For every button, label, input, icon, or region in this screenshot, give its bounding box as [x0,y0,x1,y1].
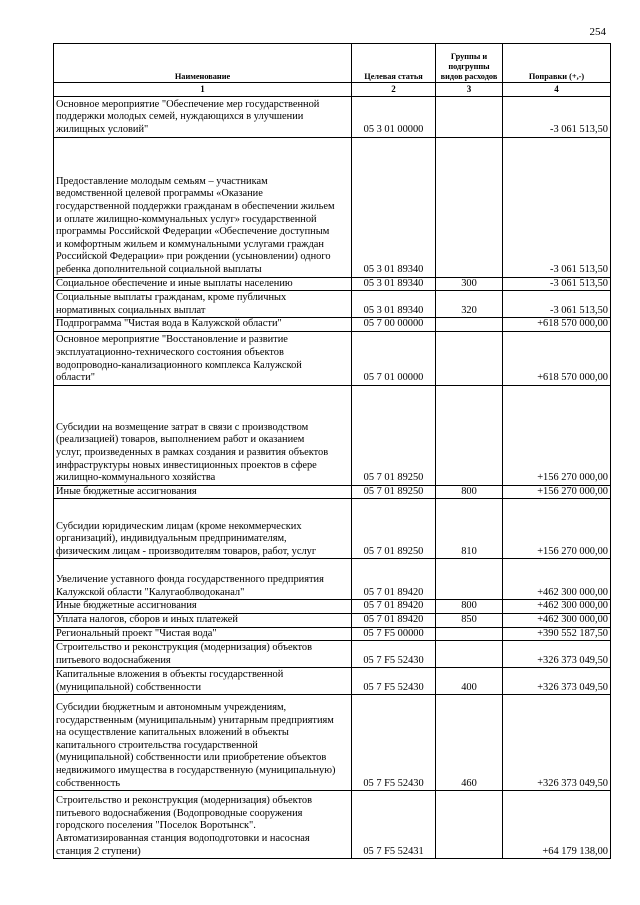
row-amount: +462 300 000,00 [503,613,611,627]
row-name: Увеличение уставного фонда государственного предприятия Калужской области "Калугаоблводоканал" [54,559,352,600]
row-group [436,559,503,600]
table-row [54,291,611,318]
row-group: 300 [436,277,503,291]
column-number-row [54,83,611,97]
row-amount: +156 270 000,00 [503,485,611,499]
row-amount: -3 061 513,50 [503,277,611,291]
table-row [54,695,611,791]
row-code: 05 3 01 89340 [352,291,436,318]
row-code: 05 7 01 89420 [352,600,436,614]
col-num-4: 4 [503,83,611,97]
row-name: Строительство и реконструкция (модернизация) объектов питьевого водоснабжения (Водопроводные сооружения городского поселения "Поселок Воротынск". Автоматизированная станция водоподготовки и насосная станция 2 ступени) [54,791,352,859]
row-code: 05 7 01 00000 [352,331,436,385]
row-code: 05 7 F5 52430 [352,695,436,791]
row-code: 05 3 01 89340 [352,137,436,277]
row-group: 800 [436,485,503,499]
header-amend: Поправки (+,-) [503,44,611,83]
row-code: 05 7 F5 00000 [352,627,436,641]
row-code: 05 3 01 00000 [352,96,436,137]
row-group [436,137,503,277]
row-code: 05 7 F5 52431 [352,791,436,859]
table-row [54,600,611,614]
table-row [54,641,611,668]
header-target: Целевая статья [352,44,436,83]
table-row [54,668,611,695]
row-name: Иные бюджетные ассигнования [54,485,352,499]
row-name: Строительство и реконструкция (модернизация) объектов питьевого водоснабжения [54,641,352,668]
row-name: Субсидии бюджетным и автономным учреждениям, государственным (муниципальным) унитарным предприятиям на осуществление капитальных вложений в объекты капитального строительства государственной (муниципальной) собственности или приобретение объектов недвижимого имущества в государственную (муниципальную) собственность [54,695,352,791]
table-row [54,277,611,291]
row-name: Иные бюджетные ассигнования [54,600,352,614]
table-row [54,485,611,499]
row-code: 05 7 01 89420 [352,559,436,600]
row-amount: +326 373 049,50 [503,641,611,668]
row-amount: +462 300 000,00 [503,600,611,614]
col-num-3: 3 [436,83,503,97]
row-amount: -3 061 513,50 [503,96,611,137]
row-group [436,331,503,385]
row-amount: -3 061 513,50 [503,137,611,277]
col-num-2: 2 [352,83,436,97]
row-amount: +462 300 000,00 [503,559,611,600]
row-amount: -3 061 513,50 [503,291,611,318]
row-code: 05 7 00 00000 [352,318,436,332]
row-name: Социальное обеспечение и иные выплаты населению [54,277,352,291]
row-amount: +326 373 049,50 [503,695,611,791]
row-code: 05 7 01 89420 [352,613,436,627]
row-group: 800 [436,600,503,614]
row-group: 400 [436,668,503,695]
row-code: 05 3 01 89340 [352,277,436,291]
table-body [54,96,611,859]
col-num-1: 1 [54,83,352,97]
row-group [436,627,503,641]
page-number: 254 [589,26,606,38]
row-group [436,641,503,668]
header-group: Группы и подгруппы видов расходов [436,44,503,83]
row-name: Социальные выплаты гражданам, кроме публичных нормативных социальных выплат [54,291,352,318]
row-group: 850 [436,613,503,627]
row-amount: +390 552 187,50 [503,627,611,641]
table-row [54,331,611,385]
table-row [54,499,611,559]
row-group [436,791,503,859]
row-amount: +64 179 138,00 [503,791,611,859]
row-group [436,96,503,137]
row-code: 05 7 F5 52430 [352,641,436,668]
row-name: Региональный проект "Чистая вода" [54,627,352,641]
row-name: Уплата налогов, сборов и иных платежей [54,613,352,627]
row-amount: +618 570 000,00 [503,331,611,385]
table-row [54,96,611,137]
header-name: Наименование [54,44,352,83]
row-code: 05 7 F5 52430 [352,668,436,695]
row-code: 05 7 01 89250 [352,499,436,559]
row-group [436,318,503,332]
table-row [54,559,611,600]
table-row [54,385,611,485]
table-row [54,791,611,859]
row-name: Основное мероприятие "Обеспечение мер государственной поддержки молодых семей, нуждающихся в улучшении жилищных условий" [54,96,352,137]
row-name: Подпрограмма "Чистая вода в Калужской области" [54,318,352,332]
row-group [436,385,503,485]
table-row [54,318,611,332]
table-row [54,137,611,277]
row-group: 320 [436,291,503,318]
row-amount: +156 270 000,00 [503,385,611,485]
row-code: 05 7 01 89250 [352,385,436,485]
table-row [54,613,611,627]
budget-table [53,43,611,859]
row-amount: +326 373 049,50 [503,668,611,695]
header-row [54,44,611,83]
row-name: Субсидии юридическим лицам (кроме некоммерческих организаций), индивидуальным предпринимателям, физическим лицам - производителям товаров, работ, услуг [54,499,352,559]
row-name: Основное мероприятие "Восстановление и развитие эксплуатационно-технического состояния объектов водопроводно-канализационного комплекса Калужской области" [54,331,352,385]
row-name: Капитальные вложения в объекты государственной (муниципальной) собственности [54,668,352,695]
row-code: 05 7 01 89250 [352,485,436,499]
table-row [54,627,611,641]
row-name: Предоставление молодым семьям – участникам ведомственной целевой программы «Оказание государственной поддержки гражданам в обеспечении жильем и оплате жилищно-коммунальных услуг» государственной программы Российской Федерации «Обеспечение доступным и комфортным жильем и коммунальными услугами граждан Российской Федерации» при рождении (усыновлении) одного ребенка дополнительной социальной выплаты [54,137,352,277]
row-name: Субсидии на возмещение затрат в связи с производством (реализацией) товаров, выполнением работ и оказанием услуг, произведенных в рамках создания и развития объектов инфраструктуры новых инвестиционных проектов в сфере жилищно-коммунального хозяйства [54,385,352,485]
row-amount: +156 270 000,00 [503,499,611,559]
row-group: 810 [436,499,503,559]
row-group: 460 [436,695,503,791]
row-amount: +618 570 000,00 [503,318,611,332]
